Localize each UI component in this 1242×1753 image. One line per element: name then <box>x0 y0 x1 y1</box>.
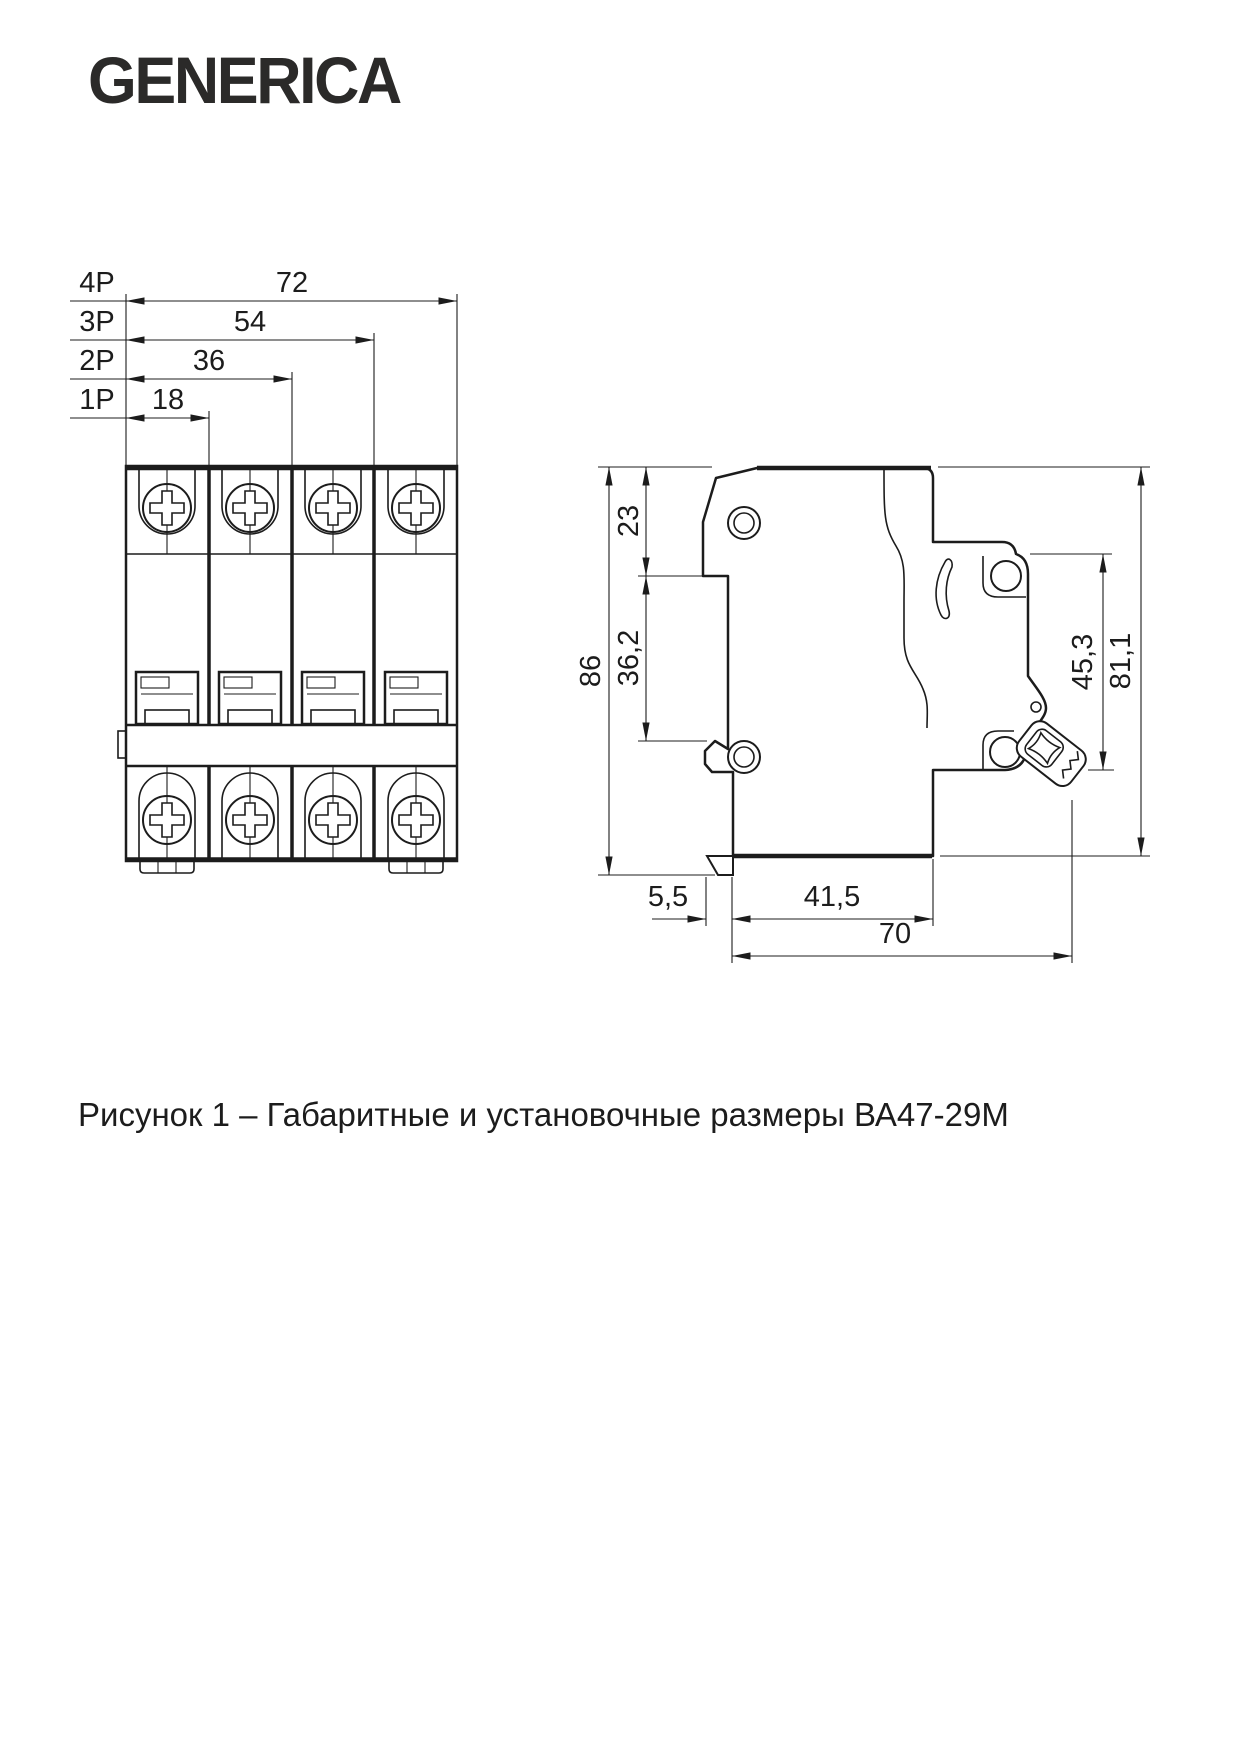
dim-value-5-5: 5,5 <box>647 881 689 913</box>
dim-value-54: 54 <box>233 306 267 338</box>
pole-label-1p: 1P <box>79 384 115 416</box>
dim-value-72: 72 <box>275 267 309 299</box>
side-body-outline <box>703 468 1046 856</box>
lever-pivot-dot <box>1031 702 1041 712</box>
din-rail-foot <box>707 856 733 875</box>
front-dimension-ladder <box>70 267 457 466</box>
dim-value-36-2: 36,2 <box>613 629 645 687</box>
pole-label-4p: 4P <box>79 267 115 299</box>
dim-value-23: 23 <box>613 504 645 538</box>
dim-value-41-5: 41,5 <box>803 881 861 913</box>
figure-caption: Рисунок 1 – Габаритные и установочные размеры ВА47-29М <box>78 1096 1009 1133</box>
pole-label-2p: 2P <box>79 345 115 377</box>
pole-label-3p: 3P <box>79 306 115 338</box>
side-view <box>575 467 1150 963</box>
dim-value-70: 70 <box>878 918 912 950</box>
dim-value-36: 36 <box>192 345 226 377</box>
dim-value-86: 86 <box>575 654 607 688</box>
dim-value-18: 18 <box>151 384 185 416</box>
dim-value-45-3: 45,3 <box>1067 633 1099 691</box>
breaker-front-body <box>118 466 457 873</box>
front-view <box>70 267 457 873</box>
dim-value-81-1: 81,1 <box>1105 632 1137 690</box>
brand-logo: GENERICA <box>88 43 400 117</box>
